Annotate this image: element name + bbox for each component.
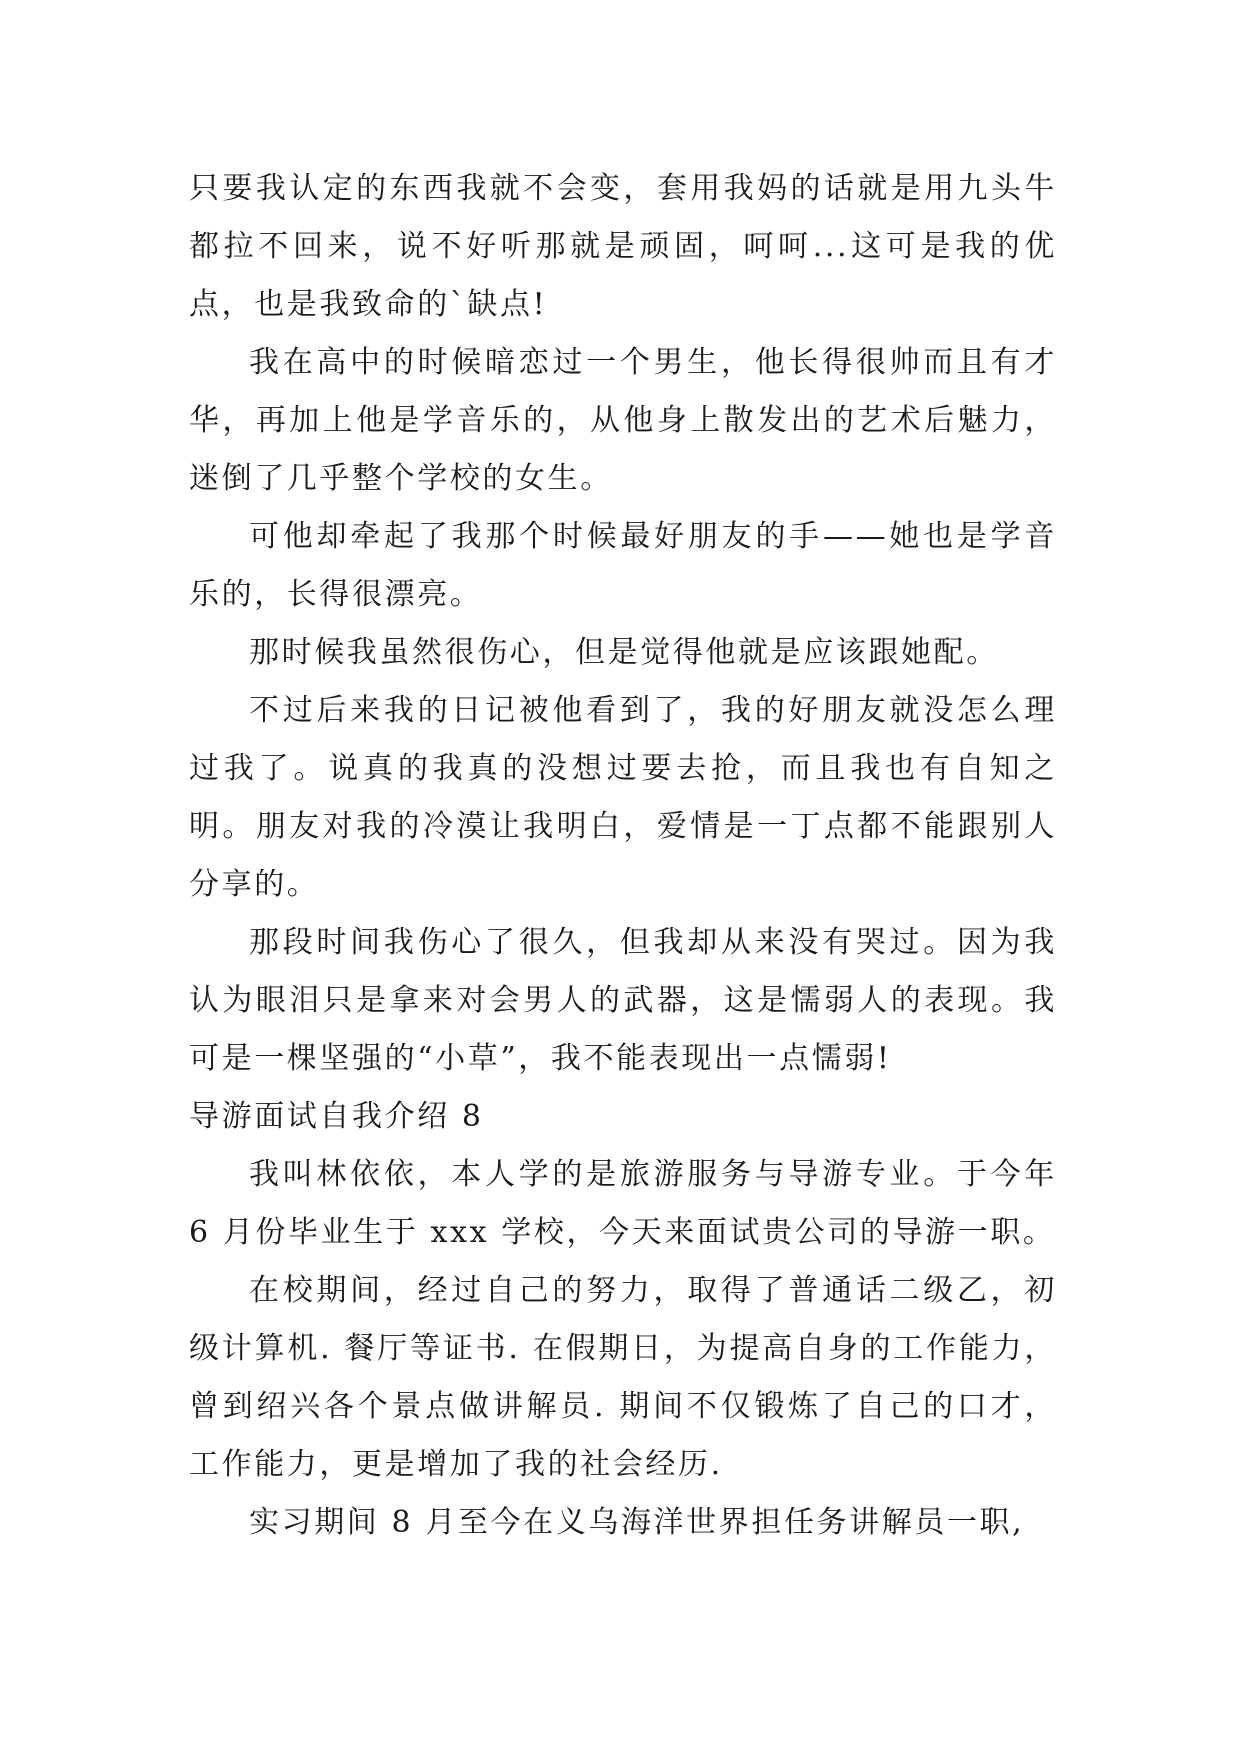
paragraph: 我叫林依依，本人学的是旅游服务与导游专业。于今年 6 月份毕业生于 xxx 学校，今天来面试贵公司的导游一职。 xyxy=(189,1157,1057,1250)
paragraph: 我在高中的时候暗恋过一个男生，他长得很帅而且有才华，再加上他是学音乐的，从他身上散发出的艺术后魅力，迷倒了几乎整个学校的女生。 xyxy=(189,345,1057,496)
paragraph: 那段时间我伤心了很久，但我却从来没有哭过。因为我认为眼泪只是拿来对会男人的武器，这是懦弱人的表现。我可是一棵坚强的“小草”，我不能表现出一点懦弱! xyxy=(189,925,1057,1076)
paragraph: 只要我认定的东西我就不会变，套用我妈的话就是用九头牛都拉不回来，说不好听那就是顽固，呵呵...这可是我的优点，也是我致命的`缺点! xyxy=(189,171,1057,322)
document-body xyxy=(189,160,1057,1552)
paragraph: 那时候我虽然很伤心，但是觉得他就是应该跟她配。 xyxy=(249,635,999,670)
section-title: 导游面试自我介绍 8 xyxy=(189,1099,484,1134)
paragraph: 不过后来我的日记被他看到了，我的好朋友就没怎么理过我了。说真的我真的没想过要去抢，而且我也有自知之明。朋友对我的冷漠让我明白，爱情是一丁点都不能跟别人分享的。 xyxy=(189,693,1057,902)
paragraph: 实习期间 8 月至今在义乌海洋世界担任务讲解员一职, xyxy=(249,1505,1025,1540)
paragraph: 在校期间，经过自己的努力，取得了普通话二级乙，初级计算机. 餐厅等证书. 在假期日，为提高自身的工作能力，曾到绍兴各个景点做讲解员. 期间不仅锻炼了自己的口才，工作能力，更是增加了我的社会经历. xyxy=(189,1273,1057,1482)
paragraph: 可他却牵起了我那个时候最好朋友的手——她也是学音乐的，长得很漂亮。 xyxy=(189,519,1057,612)
